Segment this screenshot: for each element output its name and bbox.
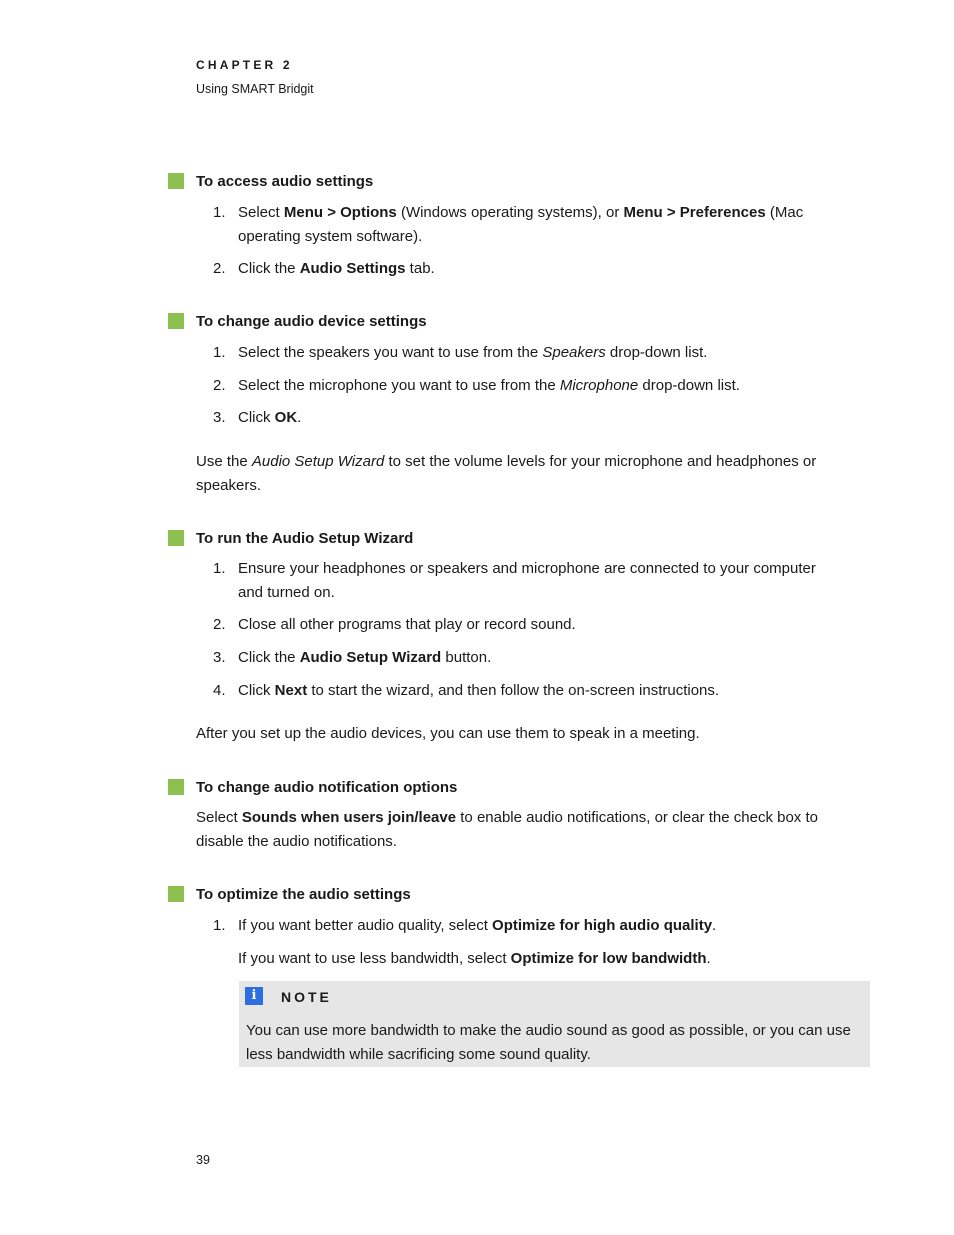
step-text: Click the Audio Setup Wizard button. xyxy=(238,649,492,666)
section-heading-notification xyxy=(168,778,457,796)
step-item xyxy=(213,374,843,398)
step-text: Click Next to start the wizard, and then follow the on-screen instructions. xyxy=(238,682,720,699)
step-text: Select the microphone you want to use from the Microphone drop-down list. xyxy=(238,377,740,394)
step-item xyxy=(213,341,843,365)
step-item xyxy=(213,257,843,281)
section-heading-wizard xyxy=(168,529,413,547)
chapter-label: CHAPTER 2 xyxy=(196,58,293,72)
step-number: 1. xyxy=(213,344,226,361)
step-number: 4. xyxy=(213,682,226,699)
after-setup-paragraph: After you set up the audio devices, you can use them to speak in a meeting. xyxy=(196,725,700,742)
bullet-square-icon xyxy=(168,173,184,189)
bullet-square-icon xyxy=(168,779,184,795)
step-number: 2. xyxy=(213,260,226,277)
step-item xyxy=(213,613,843,637)
step-number: 1. xyxy=(213,204,226,221)
step-text: Click OK. xyxy=(238,409,302,426)
bullet-square-icon xyxy=(168,886,184,902)
notification-paragraph: Select Sounds when users join/leave to enable audio notifications, or clear the check box to disable the audio notifications. xyxy=(196,809,818,850)
section-heading-access xyxy=(168,172,373,190)
step-item xyxy=(213,557,843,604)
section-heading-device xyxy=(168,312,427,330)
step-item xyxy=(213,406,843,430)
page-number: 39 xyxy=(196,1153,210,1167)
step-number: 1. xyxy=(213,560,226,577)
step-text: Ensure your headphones or speakers and microphone are connected to your computer and turned on. xyxy=(238,560,816,601)
step-number: 1. xyxy=(213,917,226,934)
step-text: Select Menu > Options (Windows operating systems), or Menu > Preferences (Mac operating system software). xyxy=(238,204,804,245)
heading-text: To run the Audio Setup Wizard xyxy=(196,529,414,547)
step-text: Select the speakers you want to use from the Speakers drop-down list. xyxy=(238,344,708,361)
step-number: 2. xyxy=(213,616,226,633)
step-text: Click the Audio Settings tab. xyxy=(238,260,435,277)
bullet-square-icon xyxy=(168,313,184,329)
heading-text: To change audio notification options xyxy=(196,778,458,796)
section-heading-optimize xyxy=(168,885,411,903)
heading-text: To access audio settings xyxy=(196,172,374,190)
note-box xyxy=(239,981,870,1067)
info-icon: i xyxy=(245,987,263,1005)
heading-text: To optimize the audio settings xyxy=(196,885,411,903)
step-item xyxy=(213,646,843,670)
step-item xyxy=(213,914,843,938)
step-item xyxy=(213,679,843,703)
step-text: If you want better audio quality, select Optimize for high audio quality. xyxy=(238,917,717,934)
bullet-square-icon xyxy=(168,530,184,546)
heading-text: To change audio device settings xyxy=(196,312,427,330)
chapter-subtitle: Using SMART Bridgit xyxy=(196,82,314,96)
step-item xyxy=(213,201,843,248)
note-text: You can use more bandwidth to make the audio sound as good as possible, or you can use less bandwidth while sacrificing some sound quality. xyxy=(246,1022,851,1063)
note-title: NOTE xyxy=(281,989,332,1005)
step-number: 3. xyxy=(213,409,226,426)
step-number: 2. xyxy=(213,377,226,394)
wizard-intro-paragraph: Use the Audio Setup Wizard to set the volume levels for your microphone and headphones or speakers. xyxy=(196,453,817,494)
step-text: Close all other programs that play or record sound. xyxy=(238,616,576,633)
step-subparagraph: If you want to use less bandwidth, select Optimize for low bandwidth. xyxy=(238,950,711,967)
step-number: 3. xyxy=(213,649,226,666)
